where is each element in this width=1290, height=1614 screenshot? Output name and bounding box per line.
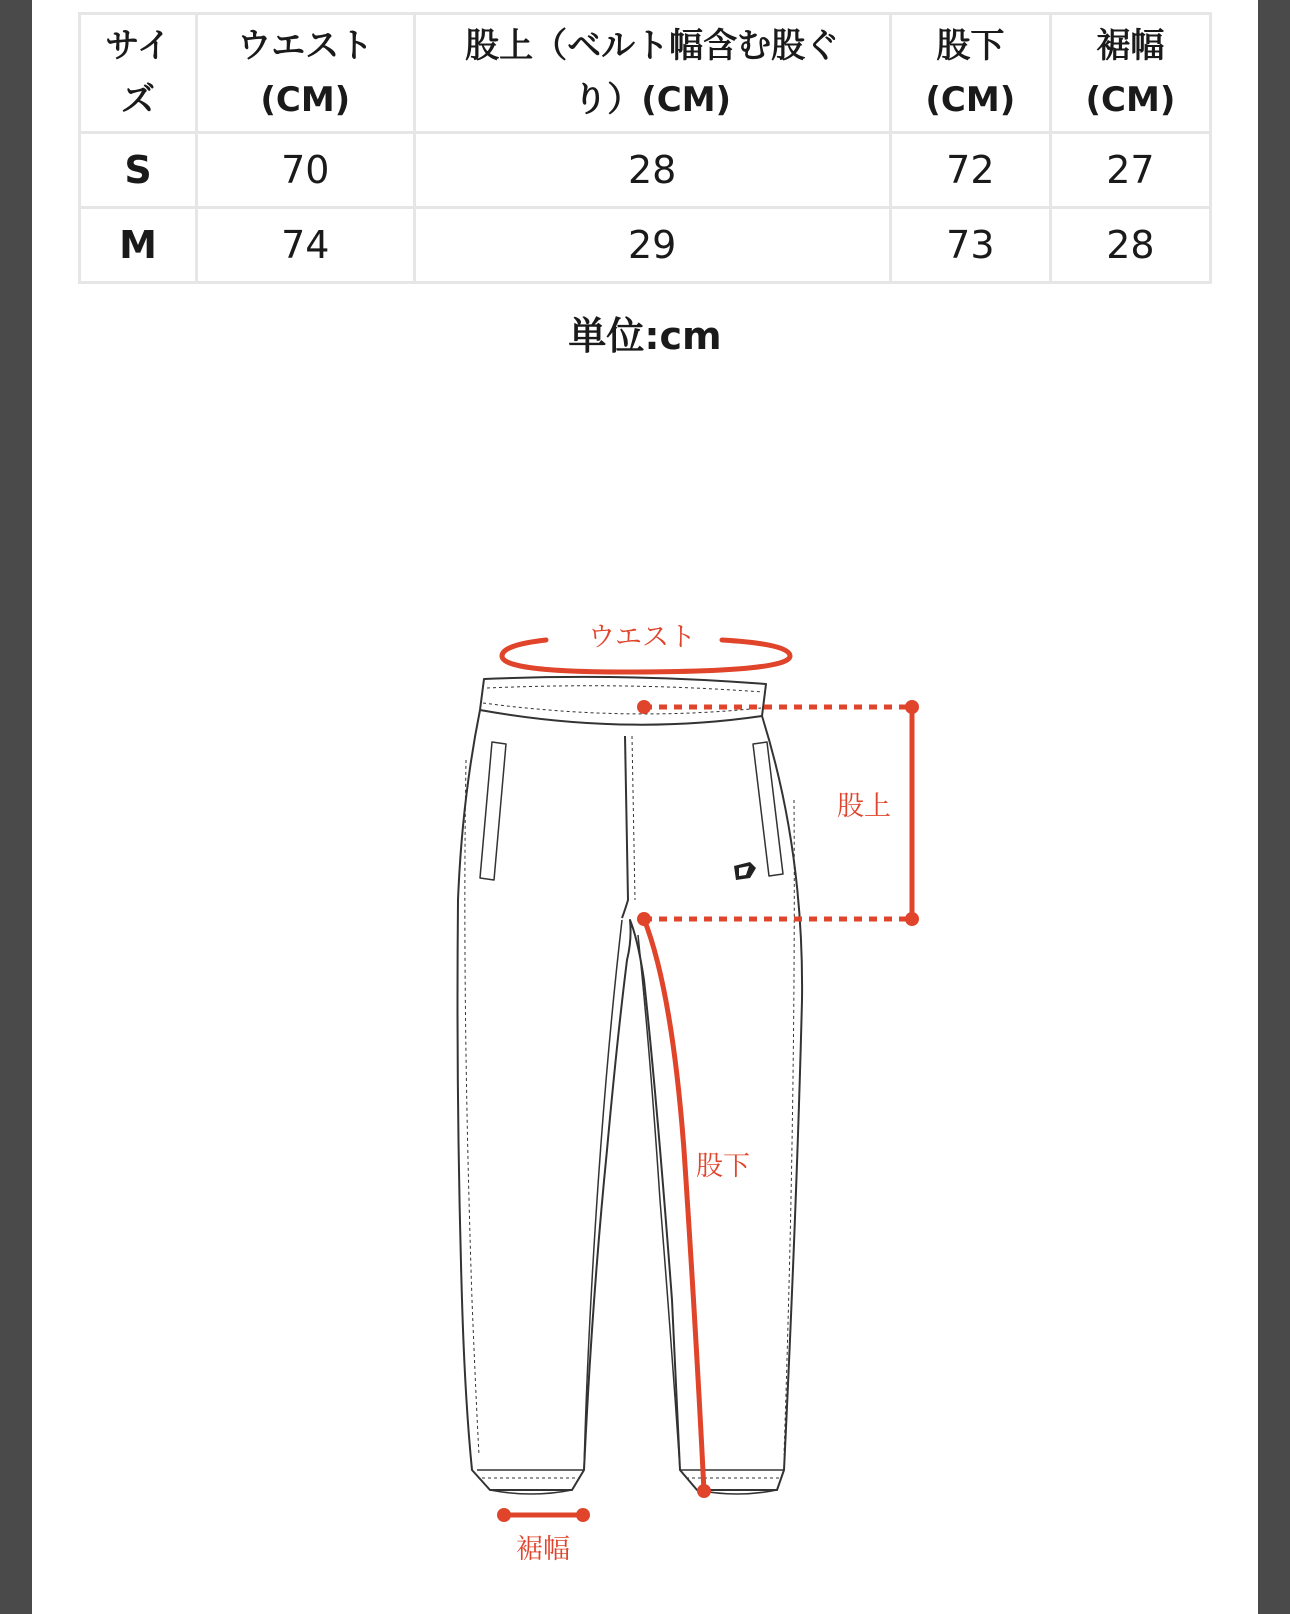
header-rise-line2: り）(CM) — [573, 80, 732, 120]
header-size-line2: ズ — [121, 80, 155, 120]
inseam-cell: 73 — [890, 208, 1050, 283]
rise-label: 股上 — [837, 791, 891, 822]
size-cell: S — [80, 133, 197, 208]
rise-cell: 28 — [414, 133, 890, 208]
hem-cell: 27 — [1050, 133, 1210, 208]
header-waist-line2: (CM) — [260, 80, 351, 120]
rise-top-end-dot — [905, 700, 919, 714]
header-waist-line1: ウエスト — [237, 26, 374, 66]
hem-left-dot — [497, 1508, 511, 1522]
inseam-cell: 72 — [890, 133, 1050, 208]
pants-outline-illustration — [458, 677, 803, 1494]
rise-bottom-end-dot — [905, 912, 919, 926]
inseam-end-dot — [697, 1484, 711, 1498]
header-hem-line1: 裾幅 — [1096, 26, 1165, 66]
waist-cell: 70 — [197, 133, 415, 208]
rise-top-dot — [637, 700, 651, 714]
size-chart-page — [32, 0, 1258, 1614]
header-size-line1: サイ — [105, 26, 171, 66]
header-hem-line2: (CM) — [1085, 80, 1176, 120]
waist-label: ウエスト — [588, 622, 696, 653]
brand-logo-mark — [734, 862, 756, 880]
size-cell: M — [80, 208, 197, 283]
rise-cell: 29 — [414, 208, 890, 283]
header-inseam-line2: (CM) — [925, 80, 1016, 120]
hem-right-dot — [576, 1508, 590, 1522]
header-inseam-line1: 股下 — [936, 26, 1005, 66]
inseam-label: 股下 — [696, 1151, 750, 1182]
waist-cell: 74 — [197, 208, 415, 283]
hem-label: 裾幅 — [516, 1534, 570, 1565]
unit-note: 単位:cm — [568, 314, 722, 358]
pants-measurement-diagram — [32, 0, 1258, 1614]
hem-cell: 28 — [1050, 208, 1210, 283]
inseam-measure-line — [644, 919, 704, 1491]
header-rise-line1: 股上（ベルト幅含む股ぐ — [465, 26, 840, 66]
